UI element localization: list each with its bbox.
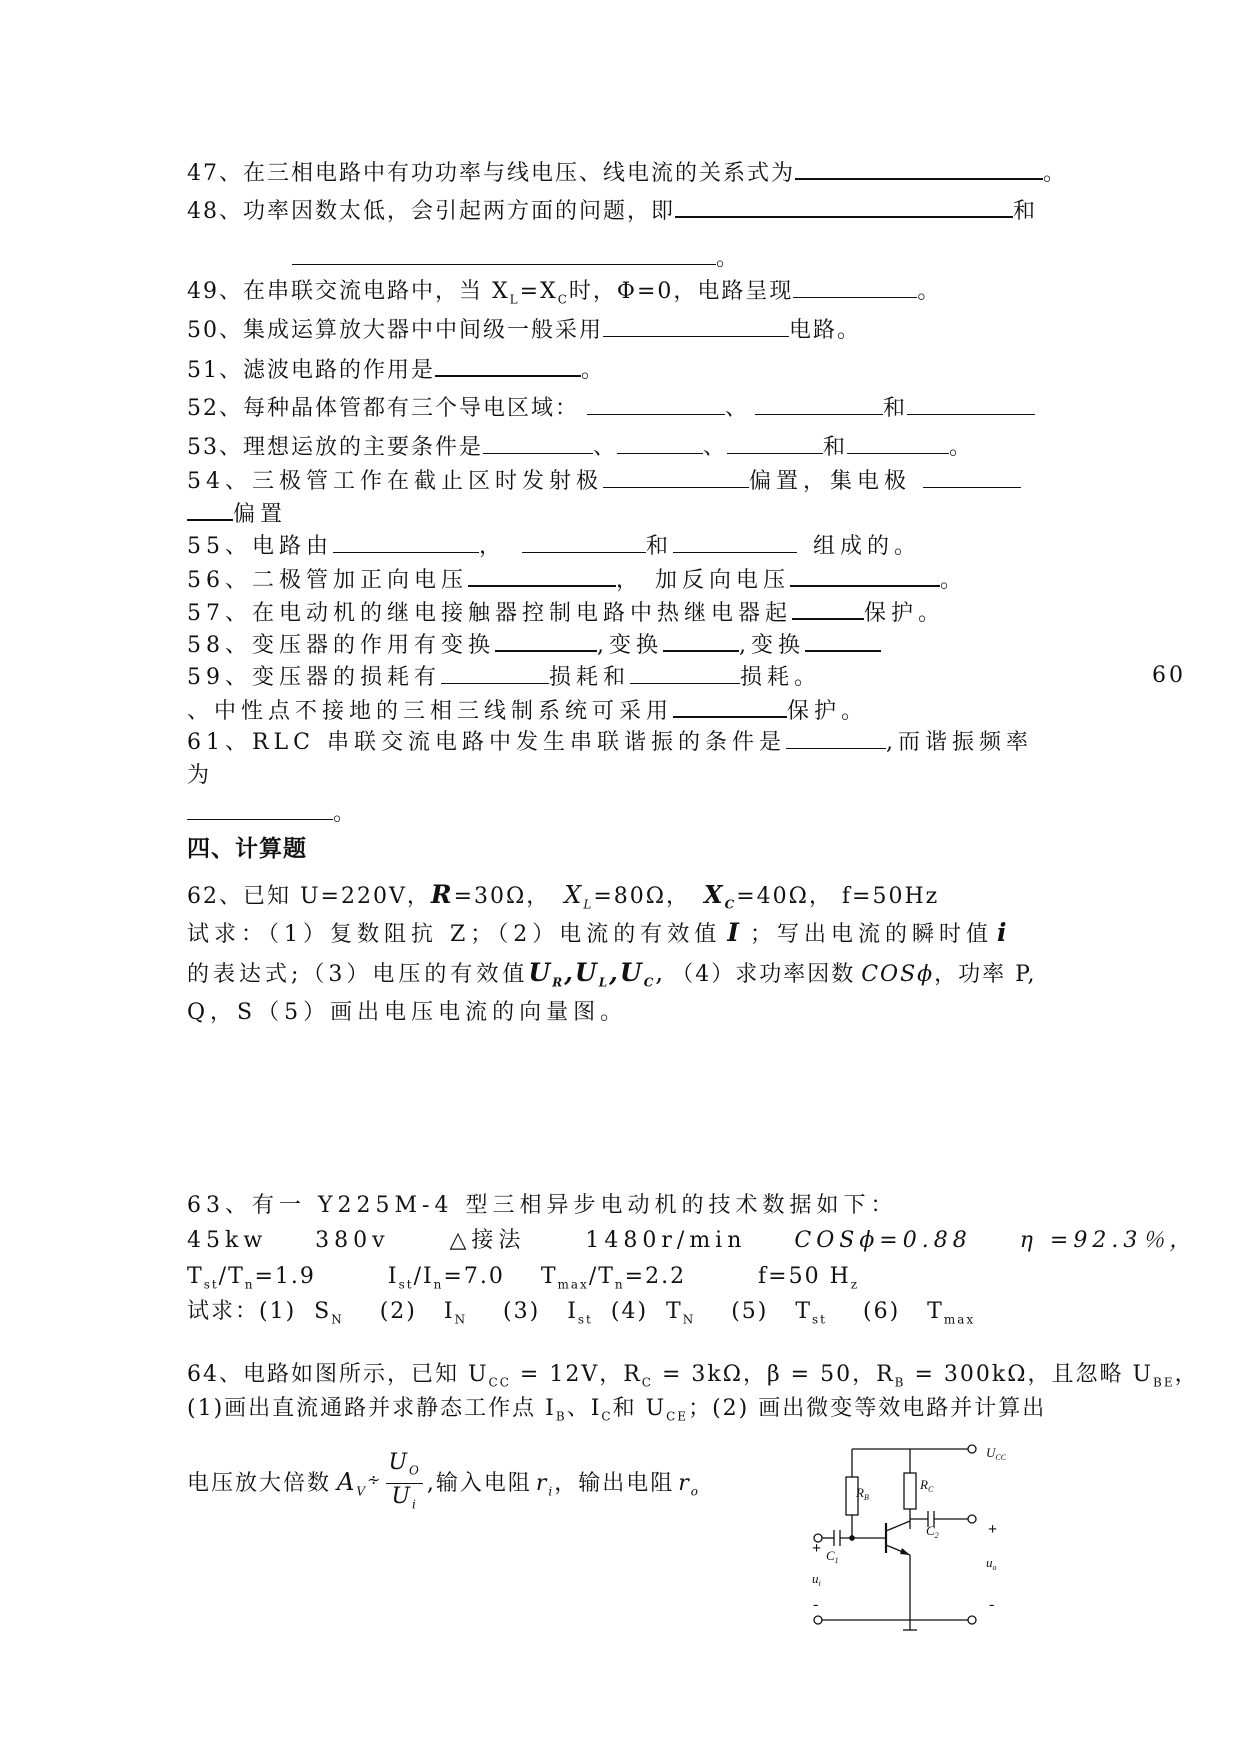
question-47: 47、在三相电路中有功功率与线电压、线电流的关系式为 。 (187, 158, 1067, 189)
label-input-minus: - (813, 1596, 819, 1613)
answer-blank[interactable] (795, 158, 1043, 180)
label-input-plus: + (812, 1540, 822, 1557)
question-55: 55、电路由 ， 和 组成的。 (187, 534, 922, 559)
answer-blank[interactable] (587, 394, 725, 415)
label-uo: $u_o$ (986, 1555, 997, 1572)
answer-blank[interactable] (187, 799, 333, 820)
question-59: 59、变压器的损耗有 损耗和 损耗。 (187, 665, 822, 690)
question-60-number: 60 (1152, 663, 1186, 688)
answer-blank[interactable] (603, 467, 749, 488)
question-63-line1: 63、有一 Y225M-4 型三相异步电动机的技术数据如下： (187, 1193, 898, 1218)
gain-fraction: $\frac{U_O}{U_i}$ (388, 1450, 421, 1512)
emitter-arrow (900, 1548, 910, 1555)
label-c2: $C_2$ (926, 1523, 939, 1540)
answer-blank[interactable] (522, 532, 646, 553)
question-48-cont: 。 (292, 244, 740, 274)
question-54: 54、三极管工作在截止区时发射极 偏置，集电极 (187, 467, 1021, 497)
question-62-line1: 62、已知 U=220V，R=30Ω， $X_L=80\Omega$， $X_C=40\Omega$， f=50Hz (187, 880, 940, 912)
answer-blank[interactable] (617, 433, 703, 454)
label-rc: $R_C$ (920, 1477, 934, 1494)
transistor-collector (886, 1521, 910, 1531)
question-61-wrap: 为 (187, 763, 212, 788)
output-terminal-minus (968, 1616, 976, 1624)
answer-blank[interactable] (790, 565, 940, 587)
question-63-line3: $T_{st}/T_n=1.9$ $I_{st}/I_n=7.0$ $T_{max}/T_n=2.2$ f=50 $H_z$ (187, 1264, 860, 1292)
answer-blank[interactable] (663, 630, 739, 652)
question-64-line2: (1)画出直流通路并求静态工作点 $I_B$、$I_C$和 $U_{CE}$；(2) 画出微变等效电路并计算出 (187, 1396, 1047, 1424)
answer-blank[interactable] (727, 433, 823, 454)
question-51: 51、滤波电路的作用是 。 (187, 355, 605, 386)
answer-blank[interactable] (603, 316, 789, 337)
answer-blank[interactable] (292, 244, 716, 265)
question-50: 50、集成运算放大器中中间级一般采用 电路。 (187, 318, 862, 343)
answer-blank[interactable] (483, 433, 593, 454)
answer-blank[interactable] (847, 433, 949, 454)
label-ucc: $U_{CC}$ (986, 1445, 1007, 1462)
question-48: 48、功率因数太低，会引起两方面的问题，即 和 (187, 196, 1037, 227)
question-63-line2: 45kw 380v △接法 1480r/min COSϕ=0.88 η =92.3％， (187, 1228, 1197, 1253)
question-60: 、中性点不接地的三相三线制系统可采用 保护。 (187, 696, 868, 727)
answer-blank[interactable] (673, 532, 797, 553)
answer-blank[interactable] (786, 728, 886, 749)
answer-blank[interactable] (630, 663, 740, 684)
question-56: 56、二极管加正向电压 ， 加反向电压 。 (187, 565, 967, 596)
section-title: 四、计算题 (187, 836, 307, 862)
label-c1: $C_1$ (826, 1548, 839, 1565)
question-57: 57、在电动机的继电接触器控制电路中热继电器起 保护。 (187, 598, 945, 629)
question-62-line3: 的表达式;（3）电压的有效值$U_R,U_L,U_C$, （4）求功率因数 COSϕ，功率 P, (187, 958, 1037, 990)
question-52: 52、每种晶体管都有三个导电区域： 、 和 (187, 394, 1035, 424)
question-64-line3: 电压放大倍数 $A_V^∻$ $\frac{U_O}{U_i}$ ,输入电阻 $r_i$，输出电阻 $r_o$ (187, 1450, 700, 1521)
answer-blank[interactable] (675, 196, 1013, 218)
answer-blank[interactable] (187, 499, 233, 521)
label-rb: $R_B$ (856, 1485, 869, 1502)
question-62-line4: Q，S（5）画出电压电流的向量图。 (187, 1000, 628, 1025)
vcc-terminal (968, 1445, 976, 1453)
label-output-minus: - (989, 1596, 995, 1613)
question-63-line4: 试求：(1) $S_N$ (2) $I_N$ (3) $I_{st}$ (4) $T_N$ (5) $T_{st}$ (6) $T_{max}$ (187, 1299, 976, 1327)
question-62-line2: 试求：（1）复数阻抗 Z；（2）电流的有效值 I ；写出电流的瞬时值 i (187, 918, 1012, 947)
answer-blank[interactable] (755, 394, 883, 415)
answer-blank[interactable] (805, 630, 881, 652)
question-49: 49、在串联交流电路中，当 $X_L=X_C$时，Φ=0，电路呈现 。 (187, 279, 942, 307)
answer-blank[interactable] (441, 663, 549, 684)
question-61-cont: 。 (187, 799, 357, 829)
answer-blank[interactable] (792, 598, 864, 620)
answer-blank[interactable] (907, 394, 1035, 415)
amplifier-circuit-diagram (790, 1437, 1020, 1647)
answer-blank[interactable] (468, 565, 616, 587)
answer-blank[interactable] (333, 532, 479, 553)
answer-blank[interactable] (495, 630, 597, 652)
label-output-plus: + (988, 1521, 998, 1538)
label-ui: $u_i$ (812, 1571, 821, 1588)
question-61: 61、RLC 串联交流电路中发生串联谐振的条件是 ,而谐振频率 (187, 730, 1033, 755)
answer-blank[interactable] (435, 355, 581, 377)
question-64-line1: 64、电路如图所示，已知 $U_{CC} = 12V$，$R_C = 3k\Omega$，β = 50，$R_B = 300k\Omega$，且忽略 $U_{BE}$， (187, 1362, 1199, 1390)
answer-blank[interactable] (923, 467, 1021, 488)
question-53: 53、理想运放的主要条件是 、 、 和 。 (187, 435, 974, 460)
resistor-rc (904, 1473, 916, 1509)
question-58: 58、变压器的作用有变换 ,变换 ,变换 (187, 630, 881, 661)
answer-blank[interactable] (793, 277, 917, 298)
output-terminal-plus (968, 1515, 976, 1523)
input-terminal-minus (814, 1616, 822, 1624)
answer-blank[interactable] (673, 696, 787, 718)
question-54-cont: 偏置 (187, 499, 287, 530)
